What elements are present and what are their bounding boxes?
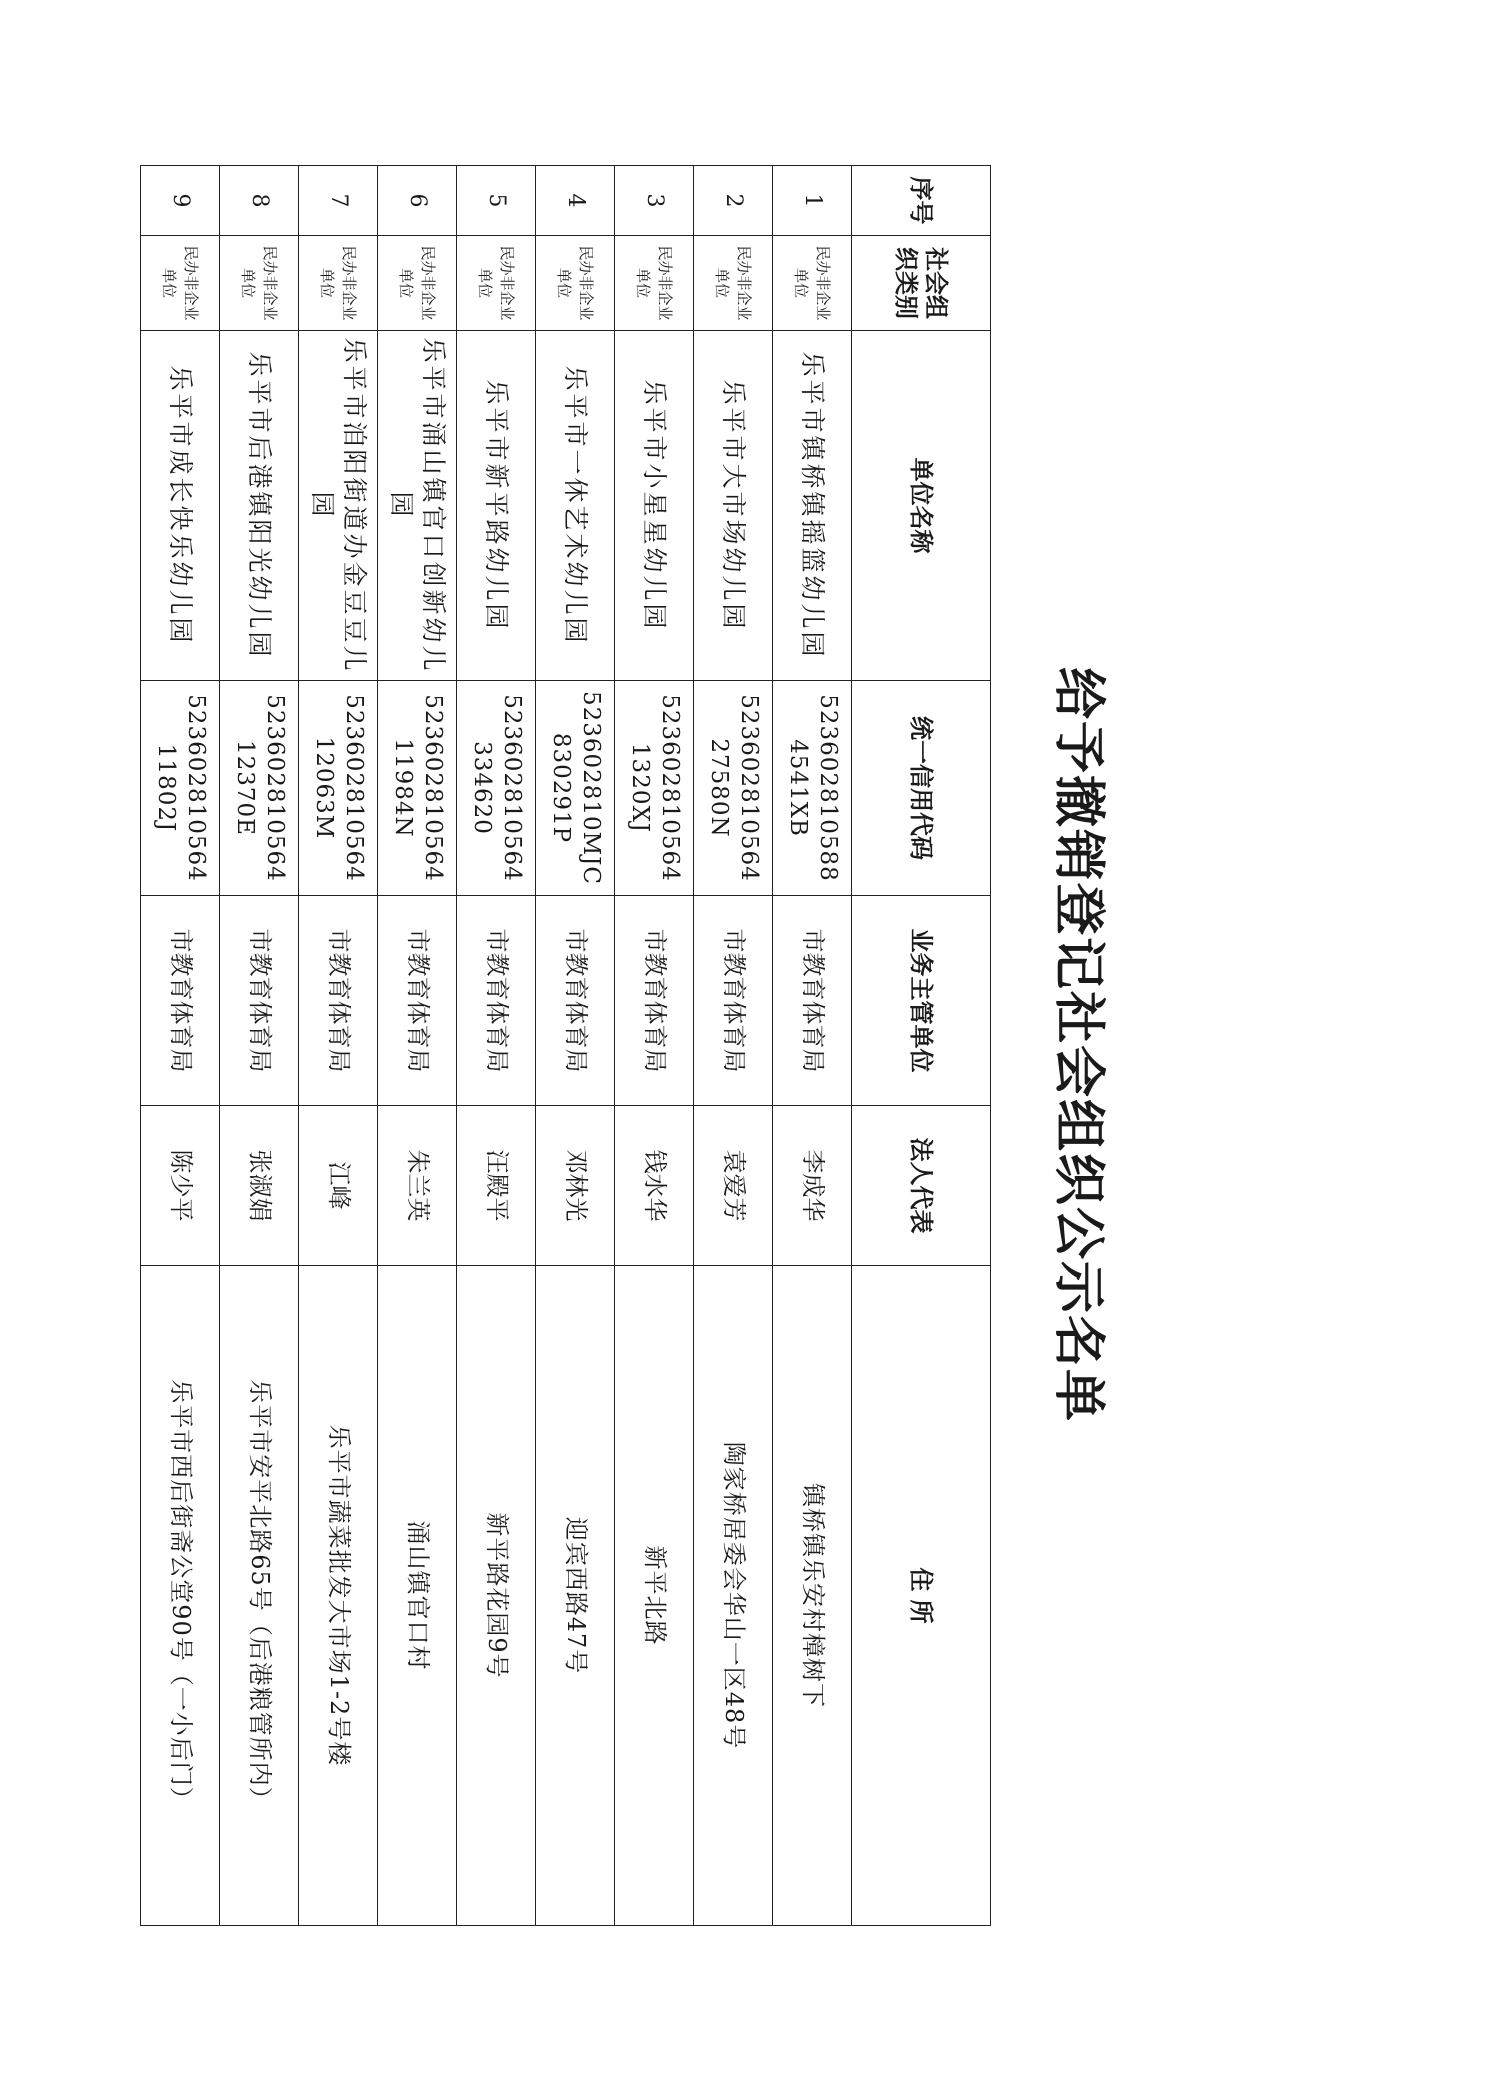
cell-type: 民办非企业单位 <box>457 236 536 331</box>
cell-address: 新平路花园9号 <box>457 1266 536 1926</box>
table-row <box>299 166 378 1926</box>
table-row <box>773 166 852 1926</box>
header-authority: 业务主管单位 <box>852 896 991 1106</box>
cell-authority: 市教育体育局 <box>220 896 299 1106</box>
cell-rep: 张淑娟 <box>220 1106 299 1266</box>
cell-rep: 袁爱芳 <box>694 1106 773 1266</box>
table-row <box>457 166 536 1926</box>
cell-rep: 汪殿平 <box>457 1106 536 1266</box>
cell-rep: 钱水华 <box>615 1106 694 1266</box>
organization-table <box>140 165 991 1926</box>
cell-address: 迎宾西路47号 <box>536 1266 615 1926</box>
cell-name: 乐平市小星星幼儿园 <box>615 331 694 681</box>
table-row <box>694 166 773 1926</box>
cell-code: 523602810564 27580N <box>694 681 773 896</box>
cell-code: 523602810MJC 830291P <box>536 681 615 896</box>
cell-name: 乐平市洎阳街道办金豆豆儿园 <box>299 331 378 681</box>
cell-code: 523602810588 4541XB <box>773 681 852 896</box>
cell-seq: 7 <box>299 166 378 236</box>
cell-address: 涌山镇官口村 <box>378 1266 457 1926</box>
cell-authority: 市教育体育局 <box>615 896 694 1106</box>
cell-rep: 李成华 <box>773 1106 852 1266</box>
table-header-row <box>852 166 991 1926</box>
cell-seq: 2 <box>694 166 773 236</box>
header-seq: 序号 <box>852 166 991 236</box>
cell-seq: 6 <box>378 166 457 236</box>
header-code: 统一信用代码 <box>852 681 991 896</box>
cell-seq: 5 <box>457 166 536 236</box>
cell-code: 523602810564 1320XJ <box>615 681 694 896</box>
table-row <box>220 166 299 1926</box>
cell-name: 乐平市后港镇阳光幼儿园 <box>220 331 299 681</box>
cell-code: 523602810564 12370E <box>220 681 299 896</box>
cell-seq: 3 <box>615 166 694 236</box>
cell-name: 乐平市一休艺术幼儿园 <box>536 331 615 681</box>
table-row <box>141 166 220 1926</box>
cell-rep: 江峰 <box>299 1106 378 1266</box>
cell-name: 乐平市涌山镇官口创新幼儿园 <box>378 331 457 681</box>
cell-authority: 市教育体育局 <box>378 896 457 1106</box>
cell-type: 民办非企业单位 <box>773 236 852 331</box>
cell-code: 523602810564 334620 <box>457 681 536 896</box>
cell-name: 乐平市镇桥镇摇篮幼儿园 <box>773 331 852 681</box>
cell-address: 新平北路 <box>615 1266 694 1926</box>
cell-seq: 9 <box>141 166 220 236</box>
header-type: 社会组织类别 <box>852 236 991 331</box>
cell-authority: 市教育体育局 <box>141 896 220 1106</box>
cell-type: 民办非企业单位 <box>299 236 378 331</box>
cell-name: 乐平市大市场幼儿园 <box>694 331 773 681</box>
cell-type: 民办非企业单位 <box>536 236 615 331</box>
cell-name: 乐平市新平路幼儿园 <box>457 331 536 681</box>
cell-type: 民办非企业单位 <box>378 236 457 331</box>
cell-name: 乐平市成长快乐幼儿园 <box>141 331 220 681</box>
table-row <box>536 166 615 1926</box>
cell-code: 523602810564 11802J <box>141 681 220 896</box>
document-title: 给予撤销登记社会组织公示名单 <box>1048 666 1109 1423</box>
cell-authority: 市教育体育局 <box>536 896 615 1106</box>
cell-type: 民办非企业单位 <box>220 236 299 331</box>
cell-address: 陶家桥居委会华山一区48号 <box>694 1266 773 1926</box>
cell-seq: 4 <box>536 166 615 236</box>
cell-type: 民办非企业单位 <box>615 236 694 331</box>
cell-address: 镇桥镇乐安村樟树下 <box>773 1266 852 1926</box>
cell-authority: 市教育体育局 <box>457 896 536 1106</box>
rotated-document <box>153 165 1113 1925</box>
cell-code: 523602810564 12063M <box>299 681 378 896</box>
cell-rep: 陈少平 <box>141 1106 220 1266</box>
cell-type: 民办非企业单位 <box>694 236 773 331</box>
cell-rep: 邓林光 <box>536 1106 615 1266</box>
cell-authority: 市教育体育局 <box>299 896 378 1106</box>
cell-authority: 市教育体育局 <box>773 896 852 1106</box>
header-address: 住 所 <box>852 1266 991 1926</box>
table-row <box>378 166 457 1926</box>
cell-seq: 8 <box>220 166 299 236</box>
table-row <box>615 166 694 1926</box>
cell-authority: 市教育体育局 <box>694 896 773 1106</box>
header-name: 单位名称 <box>852 331 991 681</box>
header-rep: 法人代表 <box>852 1106 991 1266</box>
cell-rep: 朱兰英 <box>378 1106 457 1266</box>
cell-code: 523602810564 11984N <box>378 681 457 896</box>
cell-address: 乐平市蔬菜批发大市场1-2号楼 <box>299 1266 378 1926</box>
cell-seq: 1 <box>773 166 852 236</box>
cell-type: 民办非企业单位 <box>141 236 220 331</box>
cell-address: 乐平市西后街斋公堂90号（一小后门） <box>141 1266 220 1926</box>
cell-address: 乐平市安平北路65号（后港粮管所内） <box>220 1266 299 1926</box>
